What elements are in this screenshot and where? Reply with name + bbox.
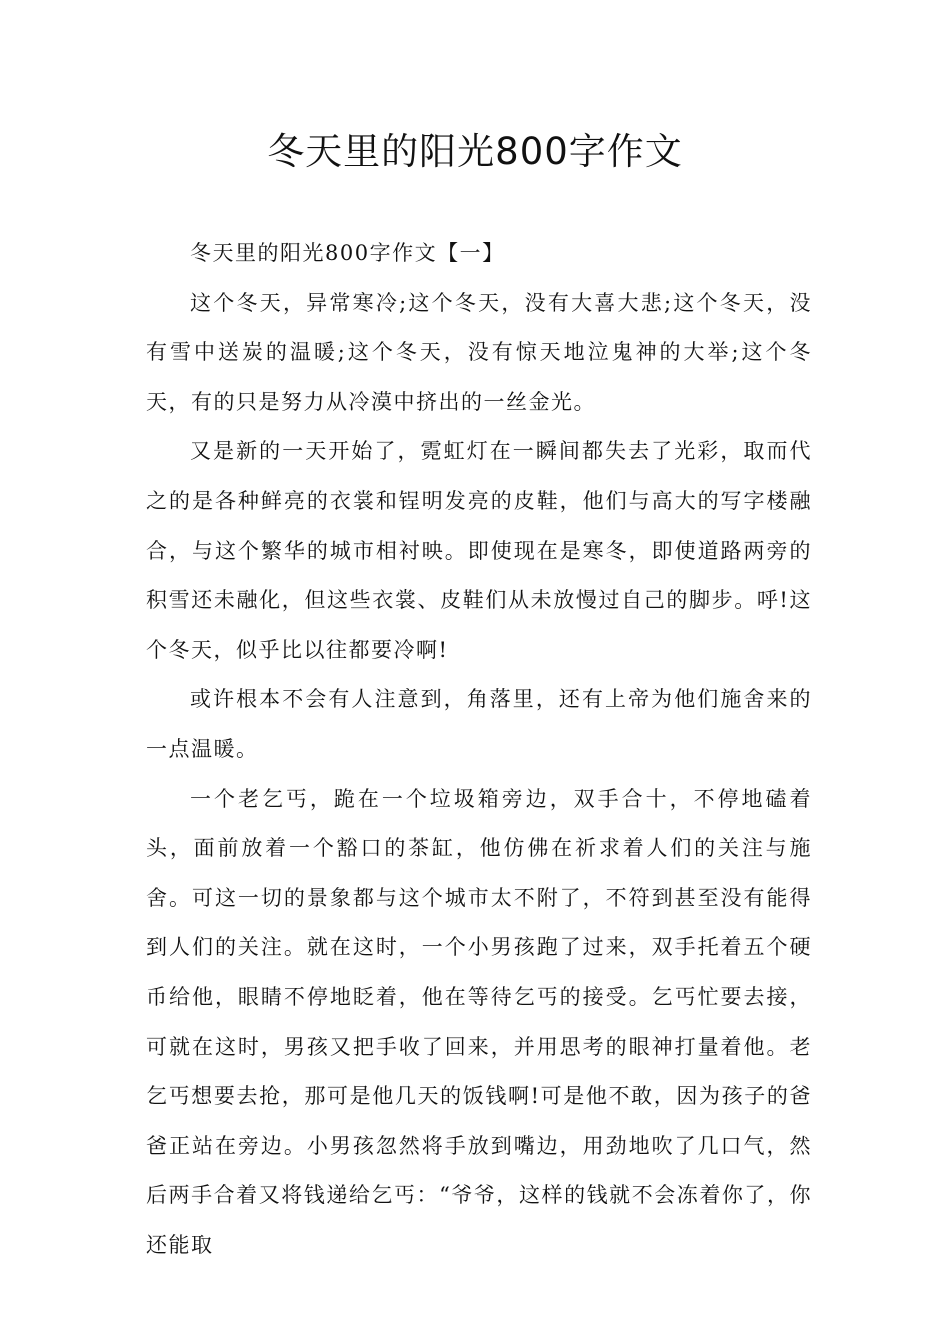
document-title: 冬天里的阳光800字作文 (267, 130, 683, 173)
paragraph-1: 这个冬天，异常寒冷;这个冬天，没有大喜大悲;这个冬天，没有雪中送炭的温暖;这个冬天，没有惊天地泣鬼神的大举;这个冬天，有的只是努力从冷漠中挤出的一丝金光。 (146, 290, 812, 414)
paragraph-4: 一个老乞丐，跪在一个垃圾箱旁边，双手合十，不停地磕着头，面前放着一个豁口的茶缸，他仿佛在祈求着人们的关注与施舍。可这一切的景象都与这个城市太不附了，不符到甚至没有能得到人们的关注。就在这时，一个小男孩跑了过来，双手托着五个硬币给他，眼睛不停地眨着，他在等待乞丐的接受。乞丐忙要去接，可就在这时，男孩又把手收了回来，并用思考的眼神打量着他。老乞丐想要去抢，那可是他几天的饭钱啊!可是他不敢，因为孩子的爸爸正站在旁边。小男孩忽然将手放到嘴边，用劲地吹了几口气，然后两手合着又将钱递给乞丐：“爷爷，这样的钱就不会冻着你了，你还能取 (146, 786, 812, 1257)
paragraph-2: 又是新的一天开始了，霓虹灯在一瞬间都失去了光彩，取而代之的是各种鲜亮的衣裳和锃明发亮的皮鞋，他们与高大的写字楼融合，与这个繁华的城市相衬映。即使现在是寒冬，即使道路两旁的积雪还未融化，但这些衣裳、皮鞋们从未放慢过自己的脚步。呼!这个冬天，似乎比以往都要冷啊! (146, 439, 812, 662)
section-heading: 冬天里的阳光800字作文【一】 (190, 241, 505, 265)
paragraph-3: 或许根本不会有人注意到，角落里，还有上帝为他们施舍来的一点温暖。 (146, 687, 812, 761)
document-body (146, 229, 812, 1270)
